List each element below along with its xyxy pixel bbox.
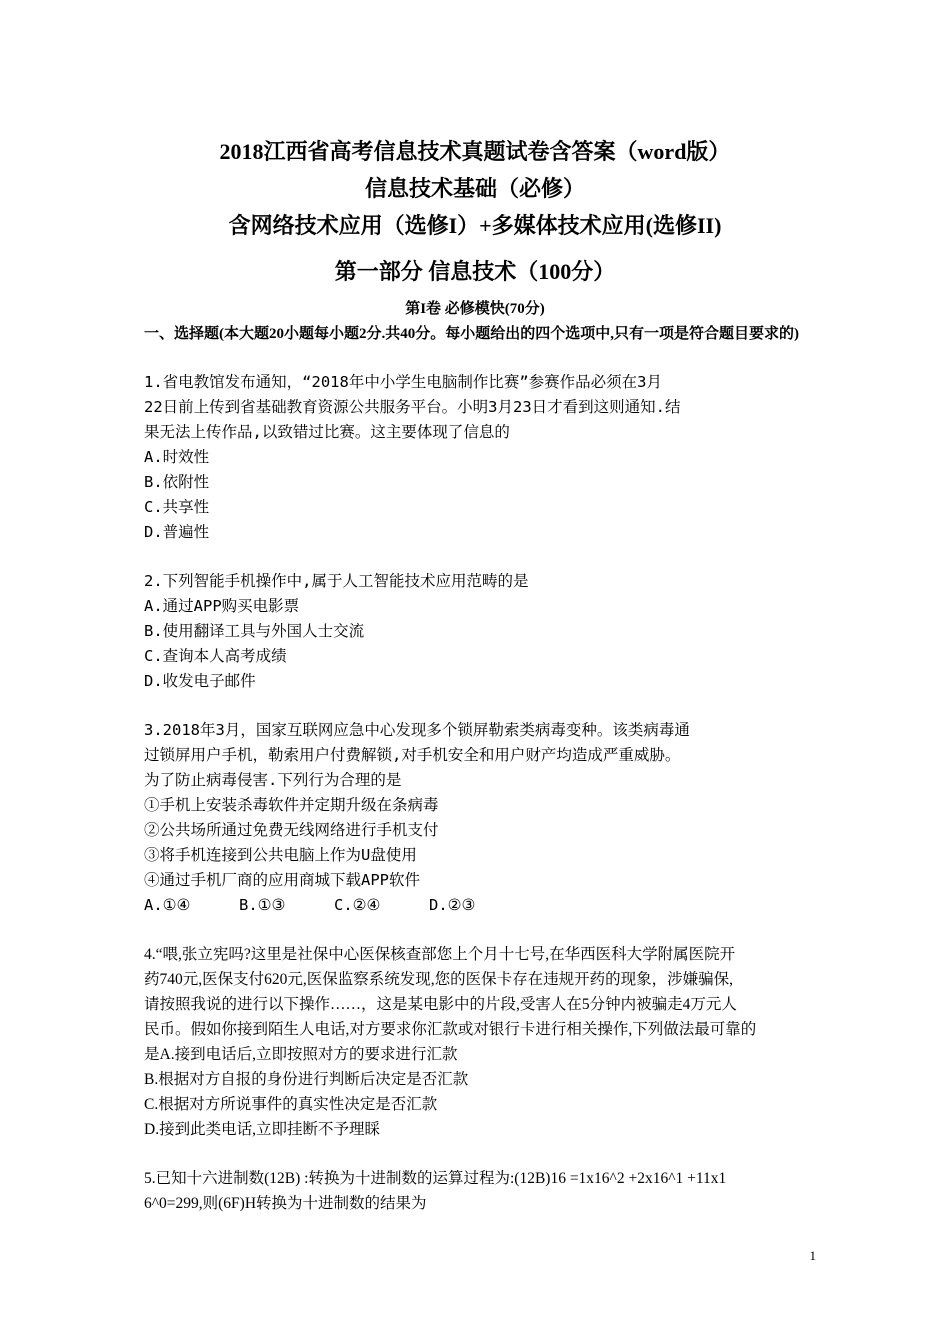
spacer (144, 545, 816, 569)
option-c: C.根据对方所说事件的真实性决定是否汇款 (144, 1096, 438, 1113)
document-subtitle-2: 含网络技术应用（选修I）+多媒体技术应用(选修II) (228, 213, 722, 238)
section-heading: 一、选择题(本大题20小题每小题2分.共40分。每小题给出的四个选项中,只有一项是符合题目要求的) (144, 326, 799, 342)
question-text: 为了防止病毒侵害.下列行为合理的是 (144, 771, 402, 789)
question-1 (144, 370, 816, 545)
document-subtitle: 信息技术基础（必修） (364, 176, 585, 201)
question-text: 药740元,医保支付620元,医保监察系统发现,您的医保卡存在违规开药的现象，涉嫌骗保, (144, 971, 734, 988)
statement-item: ④通过手机厂商的应用商城下载APP软件 (144, 871, 420, 889)
option-d: D.普遍性 (144, 523, 210, 541)
option-a: A.通过APP购买电影票 (144, 597, 300, 615)
questions-content (144, 370, 816, 1216)
question-4 (144, 942, 816, 1142)
option-a: A.时效性 (144, 448, 210, 466)
document-title: 2018江西省高考信息技术真题试卷含答案（word版） (219, 139, 731, 164)
question-text: 22日前上传到省基础教育资源公共服务平台。小明3月23日才看到这则通知.结 (144, 398, 681, 416)
question-text: 5.已知十六进制数(12B) :转换为十进制数的运算过程为:(12B)16 =1x16^2 +2x16^1 +11x1 (144, 1170, 727, 1187)
option-c: C.②④ (334, 896, 381, 914)
answer-options-row (144, 893, 816, 918)
question-text: 过锁屏用户手机，勒索用户付费解锁,对手机安全和用户财产均造成严重威胁。 (144, 746, 681, 764)
question-5 (144, 1166, 816, 1216)
question-text: 果无法上传作品,以致错过比赛。这主要体现了信息的 (144, 423, 510, 441)
page-number: 1 (809, 1248, 816, 1263)
option-b: B.使用翻译工具与外国人士交流 (144, 622, 365, 640)
statement-item: ③将手机连接到公共电脑上作为U盘使用 (144, 846, 417, 864)
question-text: 2.下列智能手机操作中,属于人工智能技术应用范畴的是 (144, 572, 529, 590)
statement-item: ①手机上安装杀毒软件并定期升级在条病毒 (144, 796, 439, 814)
spacer (144, 1142, 816, 1166)
option-b: B.依附性 (144, 473, 210, 491)
question-2 (144, 569, 816, 694)
question-text: 6^0=299,则(6F)H转换为十进制数的结果为 (144, 1195, 427, 1212)
question-3 (144, 718, 816, 918)
document-title-block (0, 133, 950, 244)
option-d: D.②③ (429, 896, 476, 914)
statement-item: ②公共场所通过免费无线网络进行手机支付 (144, 821, 439, 839)
question-text: 3.2018年3月，国家互联网应急中心发现多个锁屏勒索类病毒变种。该类病毒通 (144, 721, 690, 739)
question-text: 是A.接到电话后,立即按照对方的要求进行汇款 (144, 1046, 458, 1063)
option-d: D.接到此类电话,立即挂断不予理睬 (144, 1121, 380, 1138)
option-d: D.收发电子邮件 (144, 672, 256, 690)
spacer (144, 918, 816, 942)
question-text: 民币。假如你接到陌生人电话,对方要求你汇款或对银行卡进行相关操作,下列做法最可靠的 (144, 1021, 757, 1038)
option-c: C.查询本人高考成绩 (144, 647, 287, 665)
spacer (144, 694, 816, 718)
volume-title: 第I卷 必修模快(70分) (405, 301, 545, 317)
option-b: B.①③ (239, 896, 286, 914)
option-b: B.根据对方自报的身份进行判断后决定是否汇款 (144, 1071, 469, 1088)
question-text: 1.省电教馆发布通知，“2018年中小学生电脑制作比赛”参赛作品必须在3月 (144, 373, 662, 391)
part-title: 第一部分 信息技术（100分） (334, 259, 616, 284)
option-a: A.①④ (144, 896, 191, 914)
question-text: 4.“喂,张立宪吗?这里是社保中心医保核查部您上个月十七号,在华西医科大学附属医院开 (144, 946, 736, 963)
option-c: C.共享性 (144, 498, 210, 516)
question-text: 请按照我说的进行以下操作……，这是某电影中的片段,受害人在5分钟内被骗走4万元人 (144, 996, 737, 1013)
